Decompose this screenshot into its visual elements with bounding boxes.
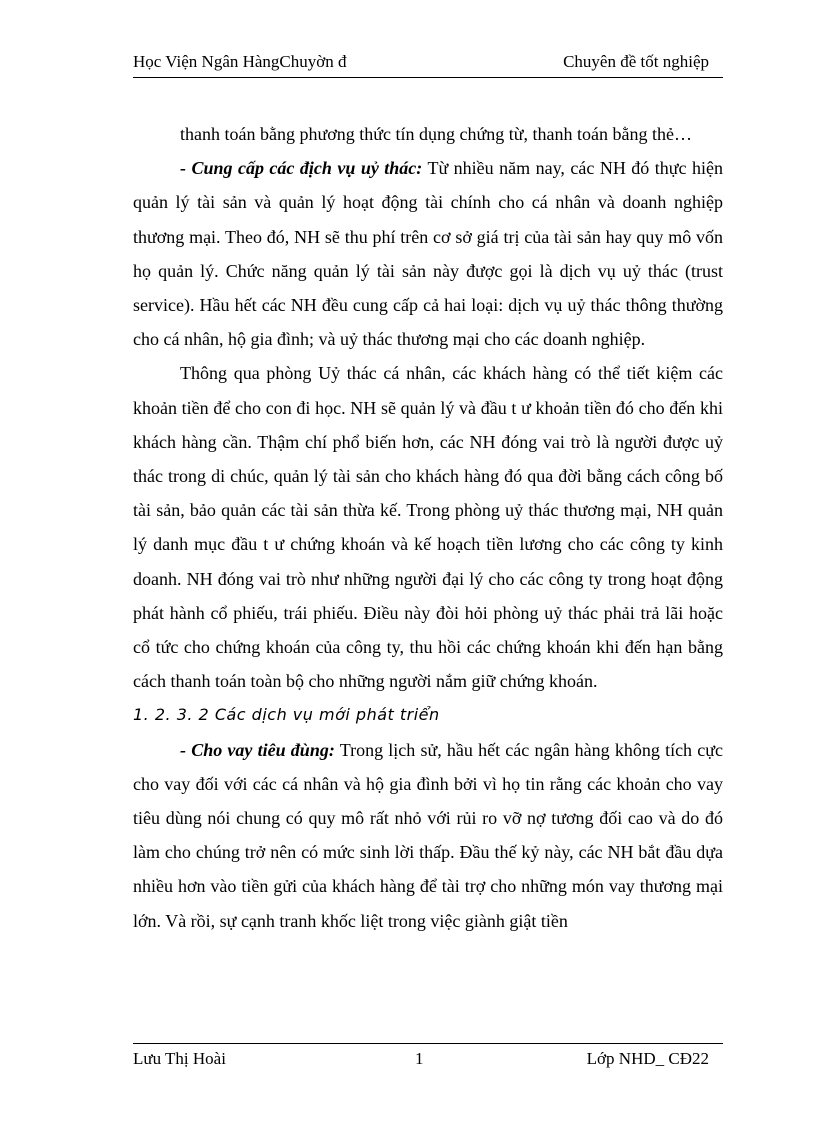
header-right-text: Chuyên đề tốt nghiệp: [563, 52, 709, 71]
section-subheading: 1. 2. 3. 2 Các dịch vụ mới phát triển: [133, 705, 440, 725]
footer-class: Lớp NHD_ CĐ22: [586, 1049, 709, 1068]
consumer-loans-lead: - Cho vay tiêu đùng:: [180, 739, 335, 760]
page-footer: [133, 1049, 723, 1073]
trust-services-text: Từ nhiều năm nay, các NH đó thực hiện quản lý tài sản và quản lý hoạt động tài chính cho cá nhân và doanh nghiệp thương mại. Theo đó, NH sẽ thu phí trên cơ sở giá trị của tài sản hay quy mô vốn họ quản lý. Chức năng quản lý tài sản này được gọi là dịch vụ uỷ thác (trust service). Hầu hết các NH đều cung cấp cả hai loại: dịch vụ uỷ thác thông thường cho cá nhân, hộ gia đình; và uỷ thác thương mại cho các doanh nghiệp.: [133, 158, 723, 350]
paragraph-trust-services: [133, 151, 723, 356]
page-header: [133, 52, 723, 76]
footer-rule: [133, 1043, 723, 1044]
header-left-text: Học Viện Ngân HàngChuyờn đ: [133, 52, 347, 71]
document-body: [133, 117, 723, 938]
header-rule: [133, 77, 723, 78]
paragraph-consumer-loans: [133, 733, 723, 938]
paragraph-personal-trust: Thông qua phòng Uỷ thác cá nhân, các khách hàng có thể tiết kiệm các khoản tiền để cho con đi học. NH sẽ quản lý và đầu t ư khoản tiền đó cho đến khi khách hàng cần. Thậm chí phổ biến hơn, các NH đóng vai trò là người được uỷ thác trong di chúc, quản lý tài sản cho khách hàng đó qua đời bằng cách công bố tài sản, bảo quản các tài sản thừa kế. Trong phòng uỷ thác thương mại, NH quản lý danh mục đầu t ư chứng khoán và kế hoạch tiền lương cho các công ty kinh doanh. NH đóng vai trò như những người đại lý cho các công ty trong hoạt động phát hành cổ phiếu, trái phiếu. Điều này đòi hỏi phòng uỷ thác phải trả lãi hoặc cổ tức cho chứng khoán của công ty, thu hồi các chứng khoán khi đến hạn bằng cách thanh toán toàn bộ cho những người nắm giữ chứng khoán.: [133, 363, 723, 692]
page-number: 1: [415, 1049, 424, 1068]
paragraph-continuation: thanh toán bằng phương thức tín dụng chứng từ, thanh toán bằng thẻ…: [180, 124, 692, 144]
footer-author: Lưu Thị Hoài: [133, 1049, 226, 1068]
trust-services-lead: - Cung cấp các địch vụ uỷ thác:: [180, 158, 423, 179]
consumer-loans-text: Trong lịch sử, hầu hết các ngân hàng không tích cực cho vay đối với các cá nhân và hộ gia đình bởi vì họ tin rằng các khoản cho vay tiêu dùng nói chung có quy mô rất nhỏ với rủi ro vỡ nợ tương đối cao và do đó làm cho chúng trở nên có mức sinh lời thấp. Đầu thế kỷ này, các NH bắt đầu dựa nhiều hơn vào tiền gửi của khách hàng để tài trợ cho những món vay thương mại lớn. Và rồi, sự cạnh tranh khốc liệt trong việc giành giật tiền: [133, 739, 723, 931]
